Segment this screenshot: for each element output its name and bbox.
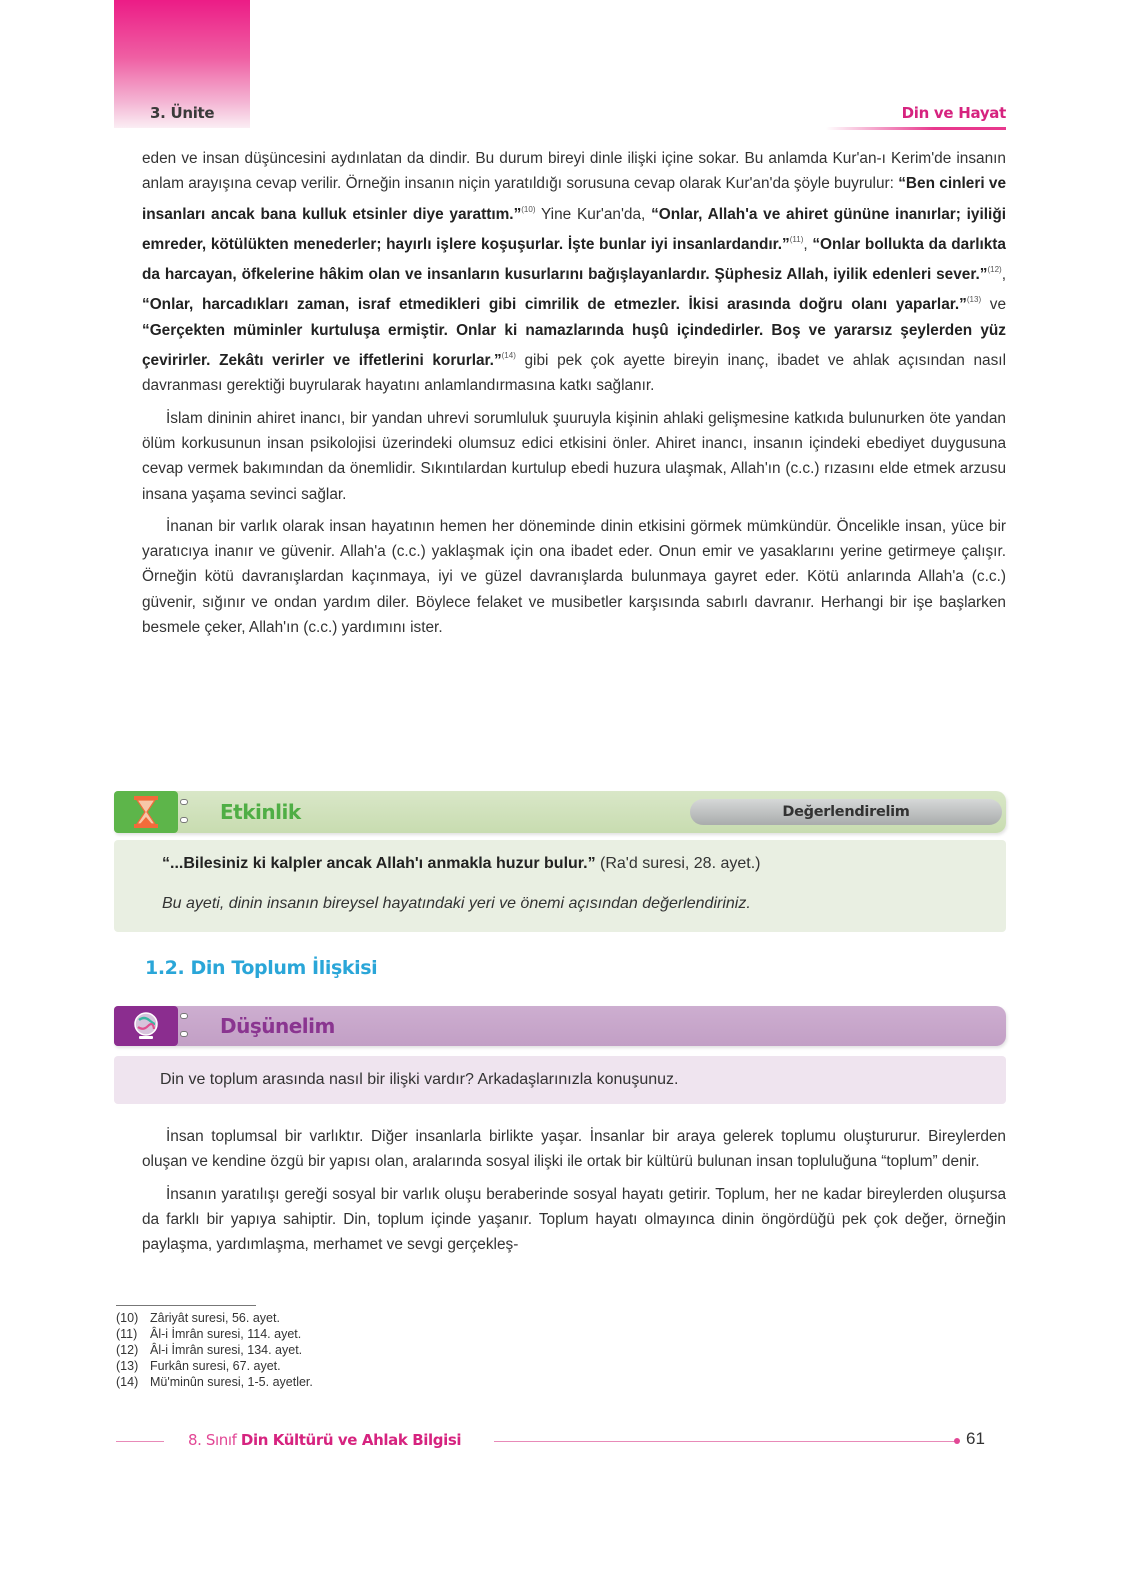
footnote-ref: (13) <box>966 295 982 305</box>
body-text-section-1 <box>142 146 1006 647</box>
footnote-ref: (11) <box>789 234 804 244</box>
paragraph <box>142 1124 1006 1175</box>
activity-quote-verse: “...Bilesiniz ki kalpler ancak Allah'ı anmakla huzur bulur.” <box>162 855 596 872</box>
section-heading: 1.2. Din Toplum İlişkisi <box>145 957 378 979</box>
footnote-number: (10) <box>116 1311 139 1325</box>
activity-body <box>114 840 1006 932</box>
activity-type-badge: Değerlendirelim <box>690 799 1002 825</box>
text-run: eden ve insan düşüncesini aydınlatan da dindir. Bu durum bireyi dinle ilişki içine sokar. Bu anlamda Kur'an-ı Kerim'de insanın anlam arayışına cevap verilir. Örneğin insanın niçin yaratıldığı sorusuna cevap olarak Kur'an'da şöyle buyrulur: <box>142 150 1006 193</box>
hourglass-icon <box>114 791 178 833</box>
verse-quote: “Ben cinleri ve insanları ancak bana kulluk etsinler diye yarattım.” <box>142 175 1007 223</box>
text-run: İnsanın yaratılışı gereği sosyal bir varlık oluşu beraberinde sosyal hayatı getirir. Toplum, her ne kadar bireylerden oluşursa da farklı bir yapıya sahiptir. Din, toplum içinde yaşanır. Toplum hayatı olmayınca dinin öngördüğü pek çok değer, örneğin paylaşma, yardımlaşma, merhamet ve sevgi gerçekleş- <box>142 1185 1006 1254</box>
footnote-item <box>116 1342 313 1358</box>
chapter-title: Din ve Hayat <box>901 104 1006 122</box>
footer-grade: 8. Sınıf <box>188 1431 241 1449</box>
body-text-section-2 <box>142 1124 1006 1264</box>
verse-quote: “Onlar, harcadıkları zaman, israf etmedikleri gibi cimrilik de etmezler. İkisi arasında doğru olanı yaparlar.” <box>142 296 967 314</box>
globe-thinking-icon <box>114 1006 178 1046</box>
footnote-text: Âl-i İmrân suresi, 114. ayet. <box>150 1327 302 1341</box>
verse-quote: “Onlar, Allah'a ve ahiret gününe inanırlar; iyiliği emreder, kötülükten menederler; hayırlı işlere koşuşurlar. İşte bunlar iyi insanlardandır.” <box>142 205 1007 253</box>
footnote-number: (14) <box>116 1375 139 1389</box>
paragraph <box>142 1182 1006 1258</box>
footnote-item <box>116 1358 313 1374</box>
text-run: ve <box>981 296 1007 314</box>
activity-header <box>114 791 1006 833</box>
binder-rings-decoration <box>180 799 188 825</box>
verse-quote: “Onlar bollukta da darlıkta da harcayan, öfkelerine hâkim olan ve insanların kusurlarını bağışlayanlardır. Şüphesiz Allah, iyilik edenleri sever.” <box>142 235 1006 284</box>
text-run: İslam dininin ahiret inancı, bir yandan uhrevi sorumluluk şuuruyla kişinin ahlaki gelişmesine katkıda bulunurken öte yandan ölüm korkusunun insan psikolojisi üzerindeki olumsuz edici etkisini önler. Ahiret inancı, insanın içindeki ebediyet duygusuna cevap vermek bakımından da önemlidir. Sıkıntılardan kurtulup ebedi huzura ulaşmak, Allah'ın (c.c.) rızasını elde etmek arzusu insana yaşama sevinci sağlar. <box>142 409 1006 503</box>
paragraph <box>142 406 1006 507</box>
footnote-number: (12) <box>116 1343 139 1357</box>
verse-quote: “Gerçekten müminler kurtuluşa ermiştir. Onlar ki namazlarında huşû içindedirler. Boş ve yararsız şeylerden yüz çevirirler. Zekâtı verirler ve iffetlerini korurlar.” <box>142 321 1006 370</box>
footnotes-list <box>116 1310 313 1390</box>
page-number: 61 <box>966 1429 985 1448</box>
footnote-text: Âl-i İmrân suresi, 134. ayet. <box>150 1343 303 1357</box>
activity-quote-source: (Ra'd suresi, 28. ayet.) <box>595 855 761 872</box>
footer-rule-left <box>116 1441 164 1442</box>
think-header <box>114 1006 1006 1046</box>
unit-label: 3. Ünite <box>150 104 215 122</box>
footnote-item <box>116 1310 313 1326</box>
footnote-text: Mü'minûn suresi, 1-5. ayetler. <box>150 1375 313 1389</box>
think-question: Din ve toplum arasında nasıl bir ilişki vardır? Arkadaşlarınızla konuşunuz. <box>160 1071 679 1088</box>
footnote-ref: (10) <box>521 204 536 214</box>
footnote-text: Zâriyât suresi, 56. ayet. <box>150 1311 280 1325</box>
footer-subject: Din Kültürü ve Ahlak Bilgisi <box>240 1431 462 1449</box>
text-run: Yine Kur'an'da, <box>535 205 652 223</box>
footer-dot-decoration <box>954 1438 960 1444</box>
text-run: , <box>1001 266 1006 284</box>
text-run: İnsan toplumsal bir varlıktır. Diğer insanlarla birlikte yaşar. İnsanlar bir araya gelerek toplumu oluştururur. Bireylerden oluşan ve kendine özgü bir yapısı olan, aralarında sosyal ilişki ile ortak bir kültürü bulunan insan topluluğuna “toplum” denir. <box>142 1128 1006 1171</box>
footnote-item <box>116 1374 313 1390</box>
paragraph <box>142 146 1006 399</box>
think-title: Düşünelim <box>220 1014 335 1038</box>
paragraph <box>142 514 1006 640</box>
think-body <box>114 1056 1006 1104</box>
footnote-text: Furkân suresi, 67. ayet. <box>150 1359 281 1373</box>
activity-prompt: Bu ayeti, dinin insanın bireysel hayatındaki yeri ve önemi açısından değerlendiriniz. <box>162 895 751 912</box>
footnote-divider <box>116 1305 256 1306</box>
footnote-number: (11) <box>116 1327 138 1341</box>
footer-rule-right <box>494 1441 956 1442</box>
text-run: , <box>803 235 813 253</box>
text-run: İnanan bir varlık olarak insan hayatının hemen her döneminde dinin etkisini görmek mümkündür. Öncelikle insan, yüce bir yaratıcıya inanır ve güvenir. Allah'a (c.c.) yaklaşmak için ona ibadet eder. Onun emir ve yasaklarını yerine getirmeye çalışır. Örneğin kötü davranışlardan kaçınmaya, iyi ve güzel davranışlarda bulunmaya gayret eder. Kötü anlarında Allah'a (c.c.) güvenir, sığınır ve ondan yardım diler. Böylece felaket ve musibetler karşısında sabırlı davranır. Herhangi bir işe başlarken besmele çeker, Allah'ın (c.c.) yardımını ister. <box>142 517 1006 637</box>
activity-title: Etkinlik <box>220 800 301 824</box>
chapter-title-underline <box>826 127 1006 130</box>
activity-quote <box>162 855 760 873</box>
text-run: gibi pek çok ayette bireyin inanç, ibadet ve ahlak açısından nasıl davranması gerektiği buyrularak hayatını anlamlandırmasına katkı sağlanır. <box>142 352 1006 395</box>
footnote-number: (13) <box>116 1359 139 1373</box>
footnote-ref: (12) <box>987 265 1002 275</box>
footnote-item <box>116 1326 313 1342</box>
footer-book-title <box>188 1431 461 1449</box>
footnote-ref: (14) <box>501 351 516 361</box>
binder-rings-decoration <box>180 1013 188 1039</box>
